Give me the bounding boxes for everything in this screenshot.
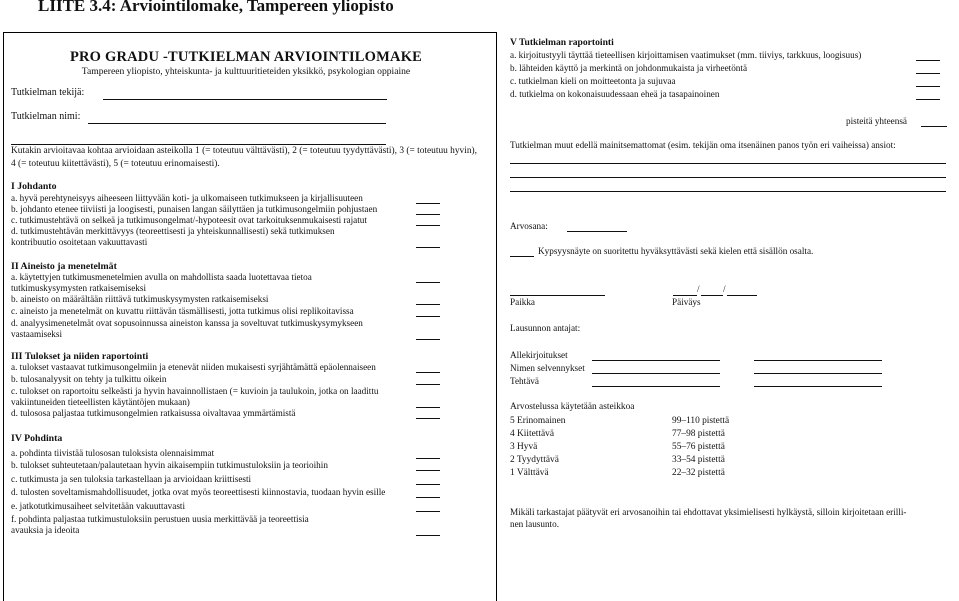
s1-item-d: d. tutkimustehtävän merkittävyys (teoreettisesti ja yhteiskunnallisesti) sekä tutkimuksen [11,226,335,236]
section-1-title: I Johdanto [11,181,57,192]
s3-item-c-cont: vakiintuneiden tieteellisten käytäntöjen mukaan) [11,397,190,407]
s1-b-score[interactable] [416,214,440,215]
total-points-label: pisteitä yhteensä [846,116,907,126]
s3-c-score[interactable] [416,407,440,408]
s4-item-f: f. pohdinta paljastaa tutkimustuloksiin perustuen uusia merkittävää ja teoreettisia [11,514,309,524]
s4-f-score[interactable] [416,535,440,536]
position-2-field[interactable] [754,386,882,387]
scale-instructions: Kutakin arvioitavaa kohtaa arvioidaan asteikolla 1 (= toteutuu välttävästi), 2 (= toteutuu tyydyttävästi), 3 (= toteutuu hyvin), 4 (= toteutuu kiitettävästi), 5 (= toteutuu erinomaisesti). [11,146,478,169]
merits-line-2[interactable] [510,177,946,178]
s5-item-b: b. lähteiden käyttö ja merkintä on johdonmukaista ja virheetöntä [510,63,748,73]
s4-d-score[interactable] [416,497,440,498]
scale-points-2: 33–54 pistettä [672,455,725,465]
position-label: Tehtävä [510,376,539,386]
scale-points-5: 99–110 pistettä [672,416,730,426]
s3-a-score[interactable] [416,372,440,373]
s5-item-d: d. tutkielma on kokonaisuudessaan eheä ja tasapainoinen [510,89,720,99]
s4-b-score[interactable] [416,470,440,471]
s4-item-d: d. tulosten soveltamismahdollisuudet, jotka ovat myös teoreettisesti kiinnostavia, tuodaan hyvin esille [11,487,386,497]
s1-c-score[interactable] [416,225,440,226]
place-label: Paikka [510,297,536,307]
s2-item-d: d. analyysimenetelmät ovat sopusoinnussa aineiston kanssa ja soveltuvat tutkimuskysymykseen [11,318,363,328]
s2-item-c: c. aineisto ja menetelmät on kuvattu riittävän täsmällisesti, jotta tutkimus olisi replikoitavissa [11,306,354,316]
name-1-field[interactable] [592,373,720,374]
s5-item-a: a. kirjoitustyyli täyttää tieteellisen kirjoittamisen vaatimukset (mm. tiiviys, tarkkuus, loogisuus) [510,50,862,60]
s4-a-score[interactable] [416,458,440,459]
section-5-title: V Tutkielman raportointi [510,37,614,48]
grade-field[interactable] [567,231,627,232]
s2-item-b: b. aineisto on määrältään riittävä tutkimuskysymysten ratkaisemiseksi [11,294,269,304]
maturity-statement: Kypsyysnäyte on suoritettu hyväksyttävästi sekä kielen että sisällön osalta. [538,246,814,256]
final-note-line-1: Mikäli tarkastajat päätyvät eri arvosanoihin tai ehdottavat yksimielisesti hylkäystä, silloin kirjoitetaan erilli- [510,507,907,517]
s4-item-b: b. tulokset suhteutetaan/palautetaan hyvin aikaisempiin tutkimustuloksiin ja teorioihin [11,460,328,470]
date-separator-2: / [723,284,726,294]
scale-grade-5: 5 Erinomainen [510,416,566,426]
merits-line-3[interactable] [510,191,946,192]
name-clarification-label: Nimen selvennykset [510,363,585,373]
date-day-field[interactable] [673,295,697,296]
date-separator-1: / [697,284,700,294]
grade-label: Arvosana: [510,221,548,231]
s3-item-b: b. tulosanalyysit on tehty ja tulkittu oikein [11,374,167,384]
author-label: Tutkielman tekijä: [11,87,85,98]
name-2-field[interactable] [754,373,882,374]
form-title: PRO GRADU -TUTKIELMAN ARVIOINTILOMAKE [69,49,423,65]
s4-item-f-cont: avauksia ja ideoita [11,525,80,535]
s5-b-score[interactable] [916,73,940,74]
form-subtitle: Tampereen yliopisto, yhteiskunta- ja kulttuuritieteiden yksikkö, psykologian oppiaine [81,66,411,77]
s4-item-a: a. pohdinta tiivistää tulososan tuloksista olennaisimmat [11,448,215,458]
scale-grade-3: 3 Hyvä [510,442,538,452]
s1-item-a: a. hyvä perehtyneisyys aiheeseen liittyvään koti- ja ulkomaiseen tutkimukseen ja kirjallisuuteen [11,193,363,203]
s1-d-score[interactable] [416,247,440,248]
other-merits-label: Tutkielman muut edellä mainitsemattomat (esim. tekijän oma itsenäinen panos työn eri vaiheissa) ansiot: [510,140,896,150]
s4-c-score[interactable] [416,484,440,485]
position-1-field[interactable] [592,386,720,387]
merits-line-1[interactable] [510,163,946,164]
total-points-field[interactable] [921,126,947,127]
maturity-check-field[interactable] [510,256,534,257]
grading-scale-title: Arvostelussa käytetään asteikkoa [510,402,635,412]
scale-grade-4: 4 Kiitettävä [510,429,554,439]
s1-a-score[interactable] [416,203,440,204]
date-label: Päiväys [672,297,701,307]
s5-c-score[interactable] [916,86,940,87]
s3-item-d: d. tulososa paljastaa tutkimusongelmien ratkaisussa oivaltavaa ymmärtämistä [11,408,296,418]
signature-2-field[interactable] [754,360,882,361]
title-field[interactable] [88,123,386,124]
place-field[interactable] [510,295,605,296]
s5-a-score[interactable] [916,60,940,61]
s2-c-score[interactable] [416,316,440,317]
s4-item-e: e. jatkotutkimusaiheet selvitetään vakuuttavasti [11,501,186,511]
s5-d-score[interactable] [916,99,940,100]
date-year-field[interactable] [727,295,757,296]
date-month-field[interactable] [701,295,723,296]
scale-grade-2: 2 Tyydyttävä [510,455,559,465]
section-2-title: II Aineisto ja menetelmät [11,261,117,272]
author-field[interactable] [103,99,387,100]
signature-1-field[interactable] [592,360,720,361]
s3-b-score[interactable] [416,384,440,385]
s3-item-c: c. tulokset on raportoitu selkeästi ja hyvin havainnollistaen (= kuvioin ja taulukoin, jotka on laadittu [11,386,379,396]
s1-item-b: b. johdanto etenee tiiviisti ja loogisesti, punaisen langan säilyttäen ja tutkimusongelmiin pohjustaen [11,204,378,214]
s3-item-a: a. tulokset vastaavat tutkimusongelmiin ja etenevät niiden mukaisesti syrjähtämättä epäolennaiseen [11,362,376,372]
scale-grade-1: 1 Välttävä [510,468,549,478]
final-note-line-2: nen lausunto. [510,519,559,529]
scale-points-3: 55–76 pistettä [672,442,725,452]
s5-item-c: c. tutkielman kieli on moitteetonta ja sujuvaa [510,76,676,86]
statement-givers-label: Lausunnon antajat: [510,323,581,333]
s2-b-score[interactable] [416,304,440,305]
s1-item-d-cont: kontribuutio osoitetaan vakuuttavasti [11,237,148,247]
title-label: Tutkielman nimi: [11,111,81,122]
s2-item-a: a. käytettyjen tutkimusmenetelmien avulla on mahdollista saada luotettavaa tietoa [11,272,312,282]
s4-item-c: c. tutkimusta ja sen tuloksia tarkastellaan ja arvioidaan kriittisesti [11,474,252,484]
scale-points-4: 77–98 pistettä [672,429,725,439]
s1-item-c: c. tutkimustehtävä on selkeä ja tutkimusongelmat/-hypoteesit ovat tarkoituksenmukaisesti rajatut [11,215,367,225]
s2-a-score[interactable] [416,282,440,283]
s2-item-a-cont: tutkimuskysymysten ratkaisemiseksi [11,283,146,293]
scale-points-1: 22–32 pistettä [672,468,725,478]
s4-e-score[interactable] [416,511,440,512]
s2-item-d-cont: vastaamiseksi [11,329,63,339]
section-3-title: III Tulokset ja niiden raportointi [11,351,149,362]
page-header: LIITE 3.4: Arviointilomake, Tampereen yliopisto [38,0,394,15]
signatures-label: Allekirjoitukset [510,350,568,360]
s2-d-score[interactable] [416,339,440,340]
s3-d-score[interactable] [416,418,440,419]
section-4-title: IV Pohdinta [11,433,63,444]
